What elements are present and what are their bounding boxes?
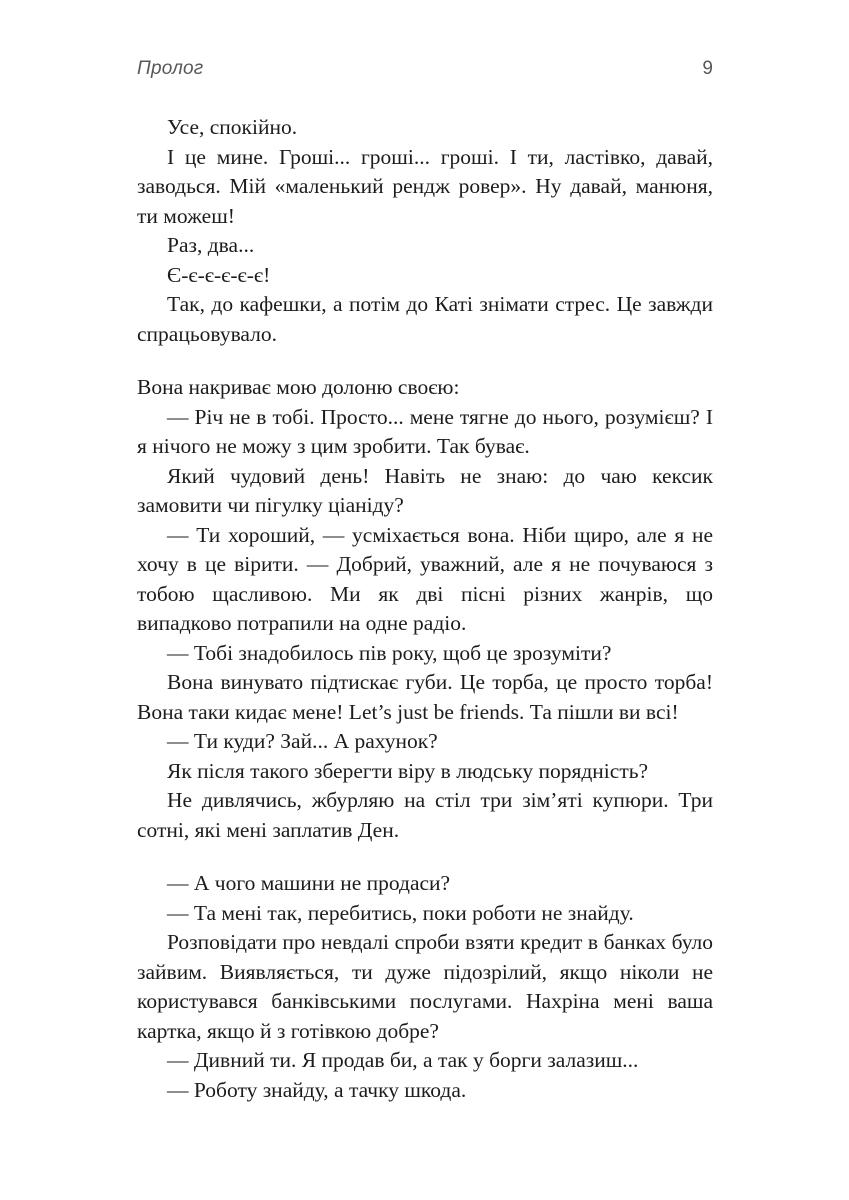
running-title: Пролог	[137, 58, 204, 79]
paragraph: — Дивний ти. Я продав би, а так у борги залазиш...	[167, 1048, 639, 1072]
paragraph: — Роботу знайду, а тачку шкода.	[167, 1077, 467, 1102]
paragraph: Як після такого зберегти віру в людську порядність?	[167, 758, 649, 783]
paragraph: — А чого машини не продаси?	[167, 871, 451, 895]
paragraph: Не дивлячись, жбурляю на стіл три зім’яті купюри. Три сотні, які мені заплатив Ден.	[137, 788, 713, 842]
paragraph: — Річ не в тобі. Просто... мене тягне до нього, розумієш? І я нічого не можу з цим зробити. Так буває.	[137, 404, 713, 458]
paragraph: — Ти хороший, — усміхається вона. Ніби щиро, але я не хочу в це вірити. — Добрий, уважний, але я не почуваюся з тобою щасливою. Ми як дві пісні різних жанрів, що випадково потрапили на одне радіо.	[137, 522, 713, 635]
paragraph: — Тобі знадобилось пів року, щоб це зрозуміти?	[167, 640, 612, 665]
paragraph: Раз, два...	[167, 233, 255, 257]
paragraph: І це мине. Гроші... гроші... гроші. І ти, ластівко, давай, заводься. Мій «маленький рендж ровер». Ну давай, манюня, ти можеш!	[137, 144, 713, 228]
section-cafe-scene	[137, 373, 713, 845]
page-header	[137, 58, 713, 80]
paragraph: Усе, спокійно.	[167, 115, 298, 139]
section-opening	[137, 113, 713, 349]
paragraph: — Та мені так, перебитись, поки роботи не знайду.	[167, 900, 634, 925]
paragraph: Є-є-є-є-є-є!	[167, 262, 271, 287]
paragraph: Так, до кафешки, а потім до Каті знімати стрес. Це завжди спрацьовувало.	[137, 292, 713, 346]
paragraph: Вона винувато підтискає губи. Це торба, це просто торба! Вона таки кидає мене! Let’s just be friends. Та пішли ви всі!	[137, 670, 713, 724]
paragraph: Вона накриває мою долоню своєю:	[137, 375, 460, 399]
section-car-talk	[137, 869, 713, 1105]
paragraph: — Ти куди? Зай... А рахунок?	[167, 729, 438, 753]
paragraph: Який чудовий день! Навіть не знаю: до чаю кексик замовити чи пігулку ціаніду?	[137, 463, 713, 517]
paragraph: Розповідати про невдалі спроби взяти кредит в банках було зайвим. Виявляється, ти дуже підозрілий, якщо ніколи не користувався банківськими послугами. Нахріна мені ваша картка, якщо й з готівкою добре?	[137, 930, 713, 1043]
page-number: 9	[702, 58, 713, 79]
page-body	[137, 113, 713, 1105]
